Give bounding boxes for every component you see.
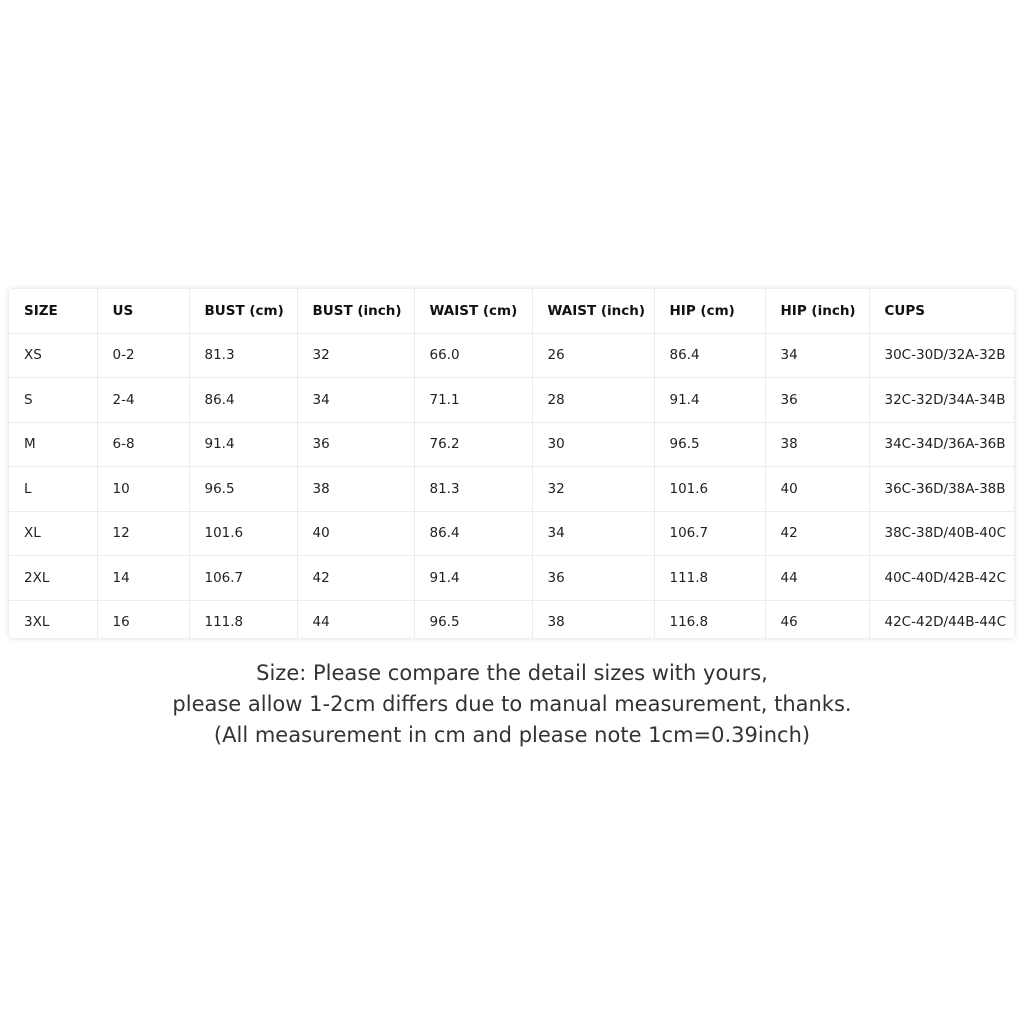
cell-cups: 42C-42D/44B-44C bbox=[884, 614, 1007, 631]
header-waist-inch: WAIST (inch) bbox=[532, 289, 654, 333]
cell-size: M bbox=[9, 422, 97, 467]
cell-waist-cm: 96.5 bbox=[414, 600, 532, 638]
cell-bust-cm: 96.5 bbox=[189, 467, 297, 512]
cell-size: L bbox=[9, 467, 97, 512]
cell-waist-cm: 71.1 bbox=[414, 378, 532, 423]
cell-hip-cm: 91.4 bbox=[654, 378, 765, 423]
cell-us: 16 bbox=[97, 600, 189, 638]
header-cups: CUPS bbox=[869, 289, 1014, 333]
cell-waist-inch: 36 bbox=[532, 556, 654, 601]
cell-cups: 40C-40D/42B-42C bbox=[869, 556, 1014, 601]
table-row bbox=[9, 600, 1014, 638]
cell-cups: 30C-30D/32A-32B bbox=[869, 333, 1014, 378]
cell-waist-cm: 91.4 bbox=[414, 556, 532, 601]
cell-hip-cm: 116.8 bbox=[654, 600, 765, 638]
header-hip-inch: HIP (inch) bbox=[765, 289, 869, 333]
cell-waist-cm: 86.4 bbox=[414, 511, 532, 556]
header-hip-cm: HIP (cm) bbox=[654, 289, 765, 333]
cell-size: XS bbox=[9, 333, 97, 378]
cell-waist-inch: 38 bbox=[532, 600, 654, 638]
cell-us: 2-4 bbox=[97, 378, 189, 423]
note-line-compare: Size: Please compare the detail sizes with yours, bbox=[256, 661, 768, 685]
cell-bust-cm: 111.8 bbox=[189, 600, 297, 638]
note-line-tolerance: please allow 1-2cm differs due to manual measurement, thanks. bbox=[172, 692, 852, 716]
table-row bbox=[9, 422, 1014, 467]
cell-waist-cm: 66.0 bbox=[414, 333, 532, 378]
cell-waist-inch: 34 bbox=[532, 511, 654, 556]
cell-hip-inch: 42 bbox=[765, 511, 869, 556]
cell-hip-inch: 44 bbox=[765, 556, 869, 601]
cell-cups: 34C-34D/36A-36B bbox=[869, 422, 1014, 467]
cell-hip-cm: 96.5 bbox=[654, 422, 765, 467]
cell-us: 0-2 bbox=[97, 333, 189, 378]
cell-cups: 38C-38D/40B-40C bbox=[869, 511, 1014, 556]
cell-hip-cm: 101.6 bbox=[654, 467, 765, 512]
cell-bust-cm: 106.7 bbox=[189, 556, 297, 601]
cell-bust-cm: 86.4 bbox=[189, 378, 297, 423]
cell-cups: 36C-36D/38A-38B bbox=[869, 467, 1014, 512]
cell-bust-cm: 91.4 bbox=[189, 422, 297, 467]
cell-hip-inch: 34 bbox=[765, 333, 869, 378]
cell-size: 2XL bbox=[9, 556, 97, 601]
cell-bust-inch: 44 bbox=[297, 600, 414, 638]
cell-bust-inch: 40 bbox=[297, 511, 414, 556]
cell-hip-inch: 40 bbox=[765, 467, 869, 512]
cell-waist-inch: 26 bbox=[532, 333, 654, 378]
cell-size: S bbox=[9, 378, 97, 423]
size-chart-table bbox=[9, 289, 1014, 638]
cell-bust-cm: 81.3 bbox=[189, 333, 297, 378]
size-note bbox=[0, 658, 1024, 751]
header-waist-cm: WAIST (cm) bbox=[414, 289, 532, 333]
cell-cups: 32C-32D/34A-34B bbox=[869, 378, 1014, 423]
table-row bbox=[9, 378, 1014, 423]
cell-hip-cm: 86.4 bbox=[654, 333, 765, 378]
cell-bust-inch: 36 bbox=[297, 422, 414, 467]
cell-hip-inch: 36 bbox=[765, 378, 869, 423]
note-line-conversion: (All measurement in cm and please note 1cm=0.39inch) bbox=[213, 723, 811, 747]
cell-bust-inch: 32 bbox=[297, 333, 414, 378]
size-chart-card bbox=[9, 289, 1014, 638]
cell-us: 14 bbox=[97, 556, 189, 601]
cell-us: 10 bbox=[97, 467, 189, 512]
cell-bust-inch: 38 bbox=[297, 467, 414, 512]
cell-us: 6-8 bbox=[97, 422, 189, 467]
cell-bust-inch: 42 bbox=[297, 556, 414, 601]
table-row bbox=[9, 467, 1014, 512]
header-bust-inch: BUST (inch) bbox=[297, 289, 414, 333]
cell-size: 3XL bbox=[9, 600, 97, 638]
header-us: US bbox=[97, 289, 189, 333]
cell-hip-cm: 111.8 bbox=[654, 556, 765, 601]
cell-hip-inch: 38 bbox=[765, 422, 869, 467]
table-row bbox=[9, 511, 1014, 556]
cell-waist-cm: 81.3 bbox=[414, 467, 532, 512]
cell-us: 12 bbox=[97, 511, 189, 556]
cell-size: XL bbox=[9, 511, 97, 556]
table-row bbox=[9, 556, 1014, 601]
cell-hip-inch: 46 bbox=[765, 600, 869, 638]
cell-waist-cm: 76.2 bbox=[414, 422, 532, 467]
cell-hip-cm: 106.7 bbox=[654, 511, 765, 556]
header-size: SIZE bbox=[9, 289, 97, 333]
cell-waist-inch: 32 bbox=[532, 467, 654, 512]
table-row bbox=[9, 333, 1014, 378]
cell-waist-inch: 30 bbox=[532, 422, 654, 467]
cell-bust-inch: 34 bbox=[297, 378, 414, 423]
table-header-row bbox=[9, 289, 1014, 333]
cell-bust-cm: 101.6 bbox=[189, 511, 297, 556]
cell-waist-inch: 28 bbox=[532, 378, 654, 423]
header-bust-cm: BUST (cm) bbox=[189, 289, 297, 333]
